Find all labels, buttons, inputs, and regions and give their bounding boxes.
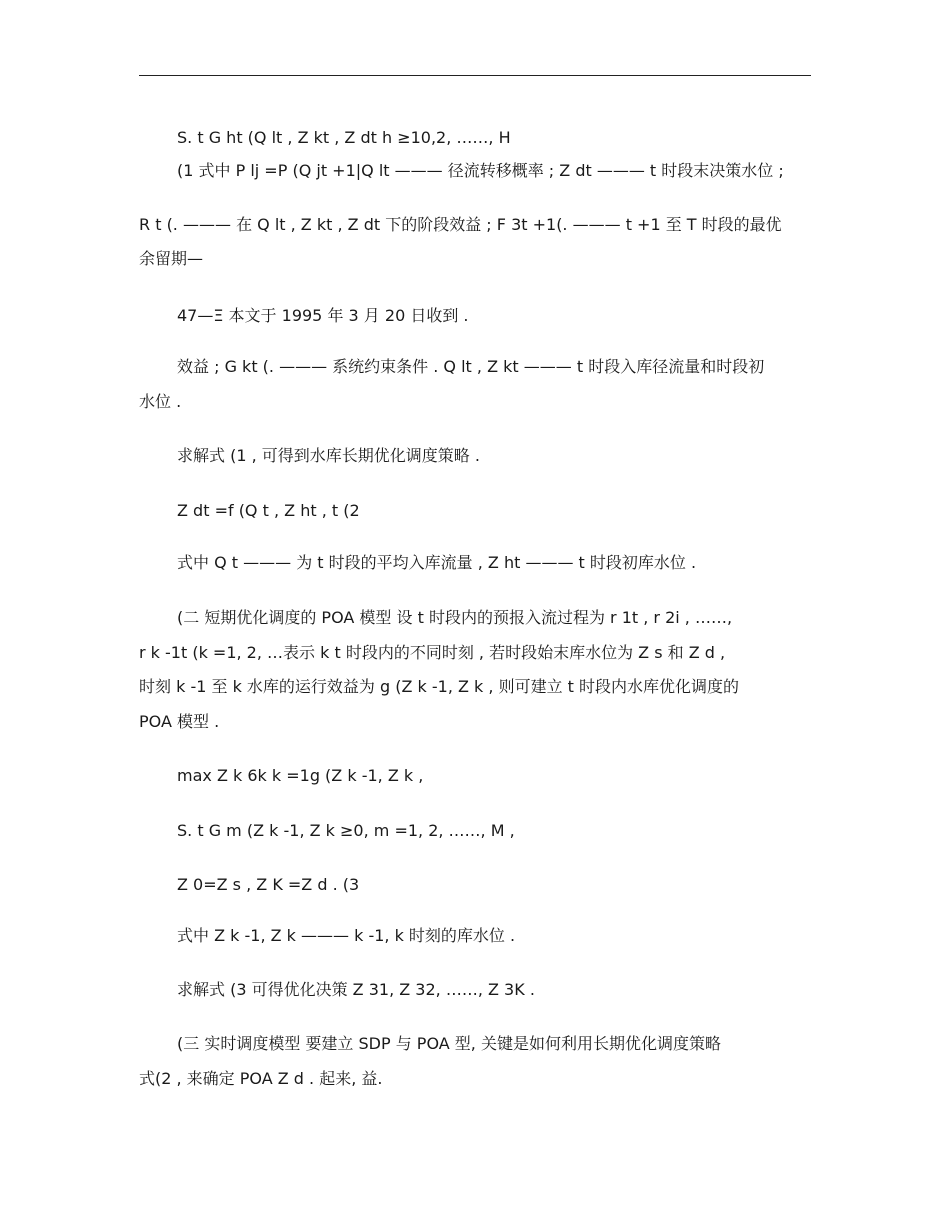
equation-3-objective: max Z k 6k k =1g (Z k -1, Z k , <box>177 766 424 785</box>
equation-3-boundary: Z 0=Z s , Z K =Z d . (3 <box>177 875 360 894</box>
paragraph-1-line-1: (1 式中 P lj =P (Q jt +1|Q lt ——— 径流转移概率 ; Z dt ——— t 时段末决策水位 ; <box>177 161 784 180</box>
equation-3-constraint: S. t G m (Z k -1, Z k ≥0, m =1, 2, ……, M , <box>177 821 515 840</box>
paragraph-1-line-2: R t (. ——— 在 Q lt , Z kt , Z dt 下的阶段效益 ; F 3t +1(. ——— t +1 至 T 时段的最优 <box>139 215 782 234</box>
paragraph-8-line-1: (三 实时调度模型 要建立 SDP 与 POA 型, 关键是如何利用长期优化调度策略 <box>177 1034 721 1053</box>
paragraph-5-line-1: (二 短期优化调度的 POA 模型 设 t 时段内的预报入流过程为 r 1t , r 2i , ……, <box>177 608 733 627</box>
paragraph-5-line-2: r k -1t (k =1, 2, …表示 k t 时段内的不同时刻 , 若时段始末库水位为 Z s 和 Z d , <box>139 643 726 662</box>
equation-2: Z dt =f (Q t , Z ht , t (2 <box>177 501 360 520</box>
footnote-received: 47—Ξ 本文于 1995 年 3 月 20 日收到 . <box>177 306 469 325</box>
paragraph-5-line-4: POA 模型 . <box>139 712 220 731</box>
paragraph-8-line-2: 式(2 , 来确定 POA Z d . 起来, 益. <box>139 1069 383 1088</box>
paragraph-6: 式中 Z k -1, Z k ——— k -1, k 时刻的库水位 . <box>177 926 516 945</box>
paragraph-7: 求解式 (3 可得优化决策 Z 31, Z 32, ……, Z 3K . <box>177 980 535 999</box>
paragraph-5-line-3: 时刻 k -1 至 k 水库的运行效益为 g (Z k -1, Z k , 则可建立 t 时段内水库优化调度的 <box>139 677 740 696</box>
paragraph-3: 求解式 (1 , 可得到水库长期优化调度策略 . <box>177 446 480 465</box>
header-rule <box>139 75 811 76</box>
paragraph-1-line-3: 余留期— <box>139 249 204 268</box>
paragraph-4: 式中 Q t ——— 为 t 时段的平均入库流量 , Z ht ——— t 时段初库水位 . <box>177 553 697 572</box>
paragraph-2-line-2: 水位 . <box>139 392 182 411</box>
paragraph-2-line-1: 效益 ; G kt (. ——— 系统约束条件 . Q lt , Z kt ——— t 时段入库径流量和时段初 <box>177 357 765 376</box>
constraint-line-1: S. t G ht (Q lt , Z kt , Z dt h ≥10,2, ……, H <box>177 128 511 147</box>
